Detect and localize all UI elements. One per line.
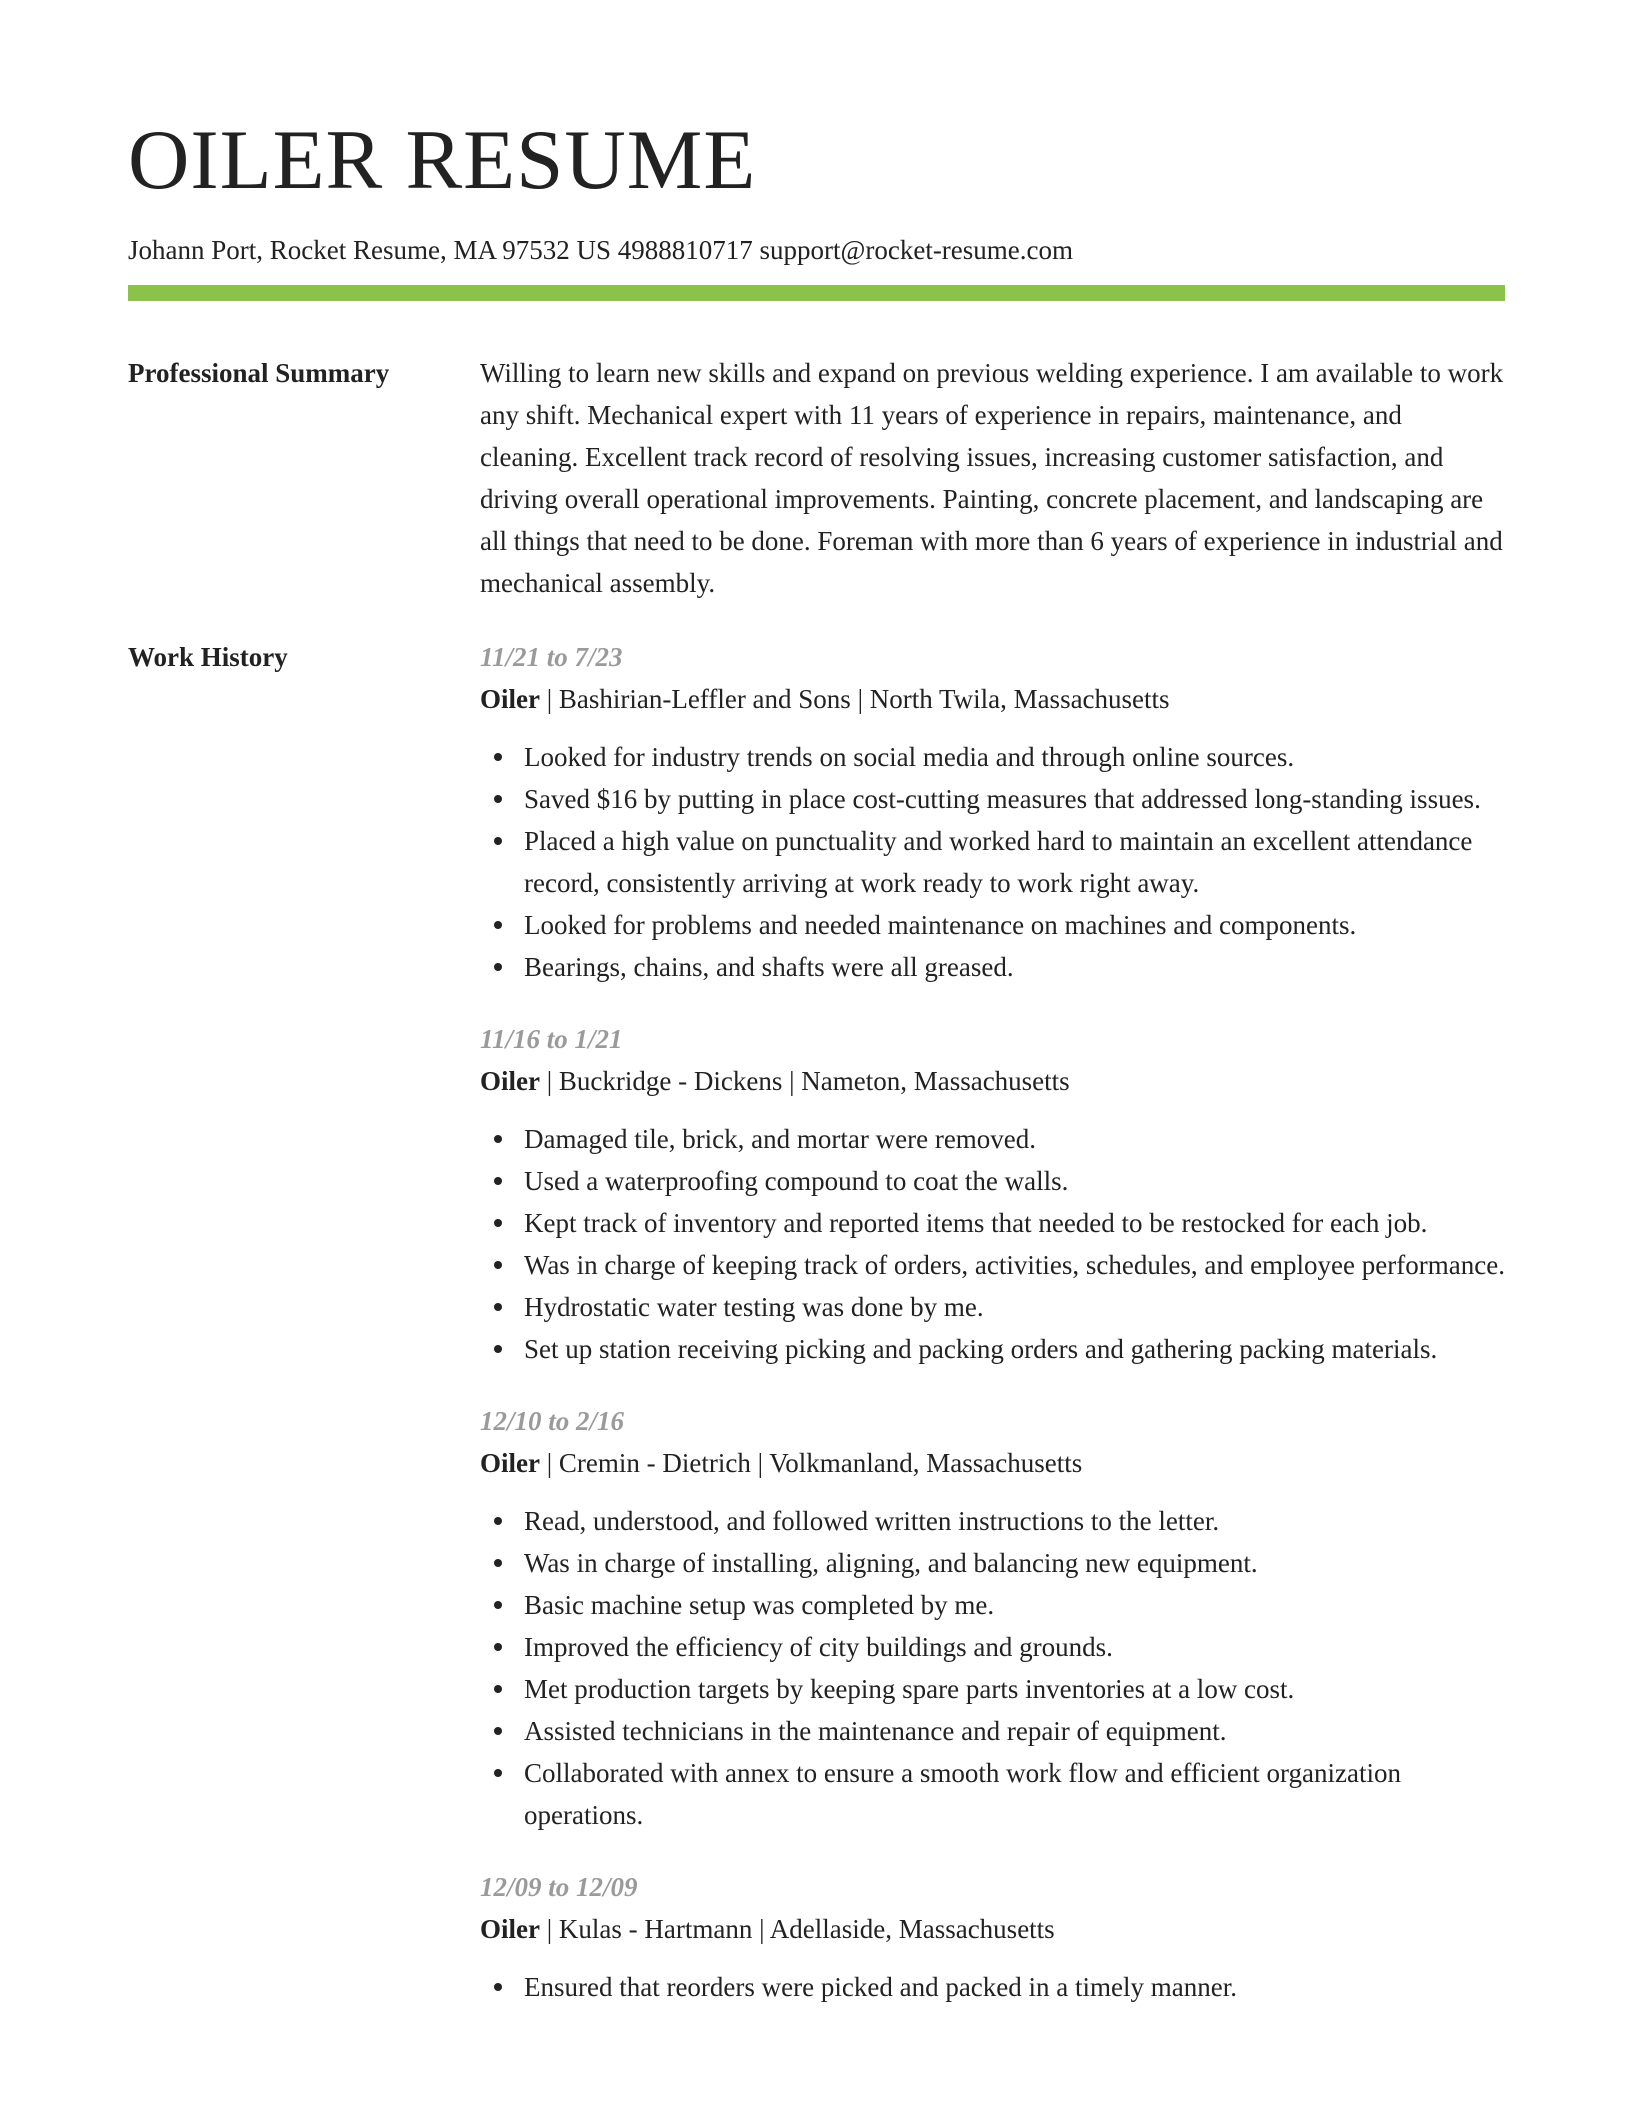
job-bullet-item: Looked for problems and needed maintenance on machines and components. bbox=[524, 904, 1505, 946]
job-title: Oiler bbox=[480, 1448, 540, 1478]
job-bullet-item: Met production targets by keeping spare parts inventories at a low cost. bbox=[524, 1668, 1505, 1710]
work-history-body bbox=[480, 636, 1505, 2038]
job-bullet-list bbox=[480, 1966, 1505, 2008]
job-bullet-list bbox=[480, 1118, 1505, 1370]
job-heading bbox=[480, 678, 1505, 720]
job-employer-location: | Cremin - Dietrich | Volkmanland, Massachusetts bbox=[539, 1448, 1083, 1478]
job-dates: 12/09 to 12/09 bbox=[480, 1872, 638, 1902]
job-bullet-item: Assisted technicians in the maintenance and repair of equipment. bbox=[524, 1710, 1505, 1752]
job-bullet-list bbox=[480, 736, 1505, 988]
job-bullet-item: Kept track of inventory and reported items that needed to be restocked for each job. bbox=[524, 1202, 1505, 1244]
job-employer-location: | Buckridge - Dickens | Nameton, Massachusetts bbox=[539, 1066, 1070, 1096]
job-bullet-item: Damaged tile, brick, and mortar were removed. bbox=[524, 1118, 1505, 1160]
job-entry bbox=[480, 1866, 1505, 2008]
job-bullet-item: Collaborated with annex to ensure a smooth work flow and efficient organization operations. bbox=[524, 1752, 1505, 1836]
header-divider bbox=[128, 285, 1505, 301]
job-heading bbox=[480, 1442, 1505, 1484]
job-employer-location: | Kulas - Hartmann | Adellaside, Massachusetts bbox=[539, 1914, 1055, 1944]
job-dates: 12/10 to 2/16 bbox=[480, 1406, 625, 1436]
professional-summary-body bbox=[480, 352, 1505, 604]
job-bullet-item: Was in charge of installing, aligning, and balancing new equipment. bbox=[524, 1542, 1505, 1584]
job-heading bbox=[480, 1908, 1505, 1950]
professional-summary-text: Willing to learn new skills and expand on previous welding experience. I am available to work any shift. Mechanical expert with 11 years of experience in repairs, maintenance, and cleaning. Excellent track record of resolving issues, increasing customer satisfaction, and driving overall operational improvements. Painting, concrete placement, and landscaping are all things that need to be done. Foreman with more than 6 years of experience in industrial and mechanical assembly. bbox=[480, 358, 1504, 598]
contact-line: Johann Port, Rocket Resume, MA 97532 US 4988810717 support@rocket-resume.com bbox=[128, 235, 1074, 265]
job-entry bbox=[480, 1018, 1505, 1370]
job-title: Oiler bbox=[480, 684, 540, 714]
job-bullet-item: Was in charge of keeping track of orders, activities, schedules, and employee performance. bbox=[524, 1244, 1505, 1286]
job-bullet-item: Read, understood, and followed written instructions to the letter. bbox=[524, 1500, 1505, 1542]
professional-summary-heading: Professional Summary bbox=[128, 358, 390, 388]
job-bullet-item: Used a waterproofing compound to coat the walls. bbox=[524, 1160, 1505, 1202]
job-bullet-item: Basic machine setup was completed by me. bbox=[524, 1584, 1505, 1626]
job-dates: 11/16 to 1/21 bbox=[480, 1024, 623, 1054]
job-bullet-item: Hydrostatic water testing was done by me. bbox=[524, 1286, 1505, 1328]
job-dates: 11/21 to 7/23 bbox=[480, 642, 623, 672]
job-employer-location: | Bashirian-Leffler and Sons | North Twila, Massachusetts bbox=[539, 684, 1170, 714]
job-bullet-item: Saved $16 by putting in place cost-cutting measures that addressed long-standing issues. bbox=[524, 778, 1505, 820]
job-bullet-item: Placed a high value on punctuality and worked hard to maintain an excellent attendance record, consistently arriving at work ready to work right away. bbox=[524, 820, 1505, 904]
job-title: Oiler bbox=[480, 1914, 540, 1944]
job-entry bbox=[480, 636, 1505, 988]
job-title: Oiler bbox=[480, 1066, 540, 1096]
job-entry bbox=[480, 1400, 1505, 1836]
job-bullet-list bbox=[480, 1500, 1505, 1836]
work-history-heading: Work History bbox=[128, 642, 288, 672]
job-bullet-item: Set up station receiving picking and packing orders and gathering packing materials. bbox=[524, 1328, 1505, 1370]
job-bullet-item: Ensured that reorders were picked and packed in a timely manner. bbox=[524, 1966, 1505, 2008]
job-bullet-item: Bearings, chains, and shafts were all greased. bbox=[524, 946, 1505, 988]
job-bullet-item: Looked for industry trends on social media and through online sources. bbox=[524, 736, 1505, 778]
job-heading bbox=[480, 1060, 1505, 1102]
job-bullet-item: Improved the efficiency of city buildings and grounds. bbox=[524, 1626, 1505, 1668]
resume-title: OILER RESUME bbox=[128, 113, 757, 207]
